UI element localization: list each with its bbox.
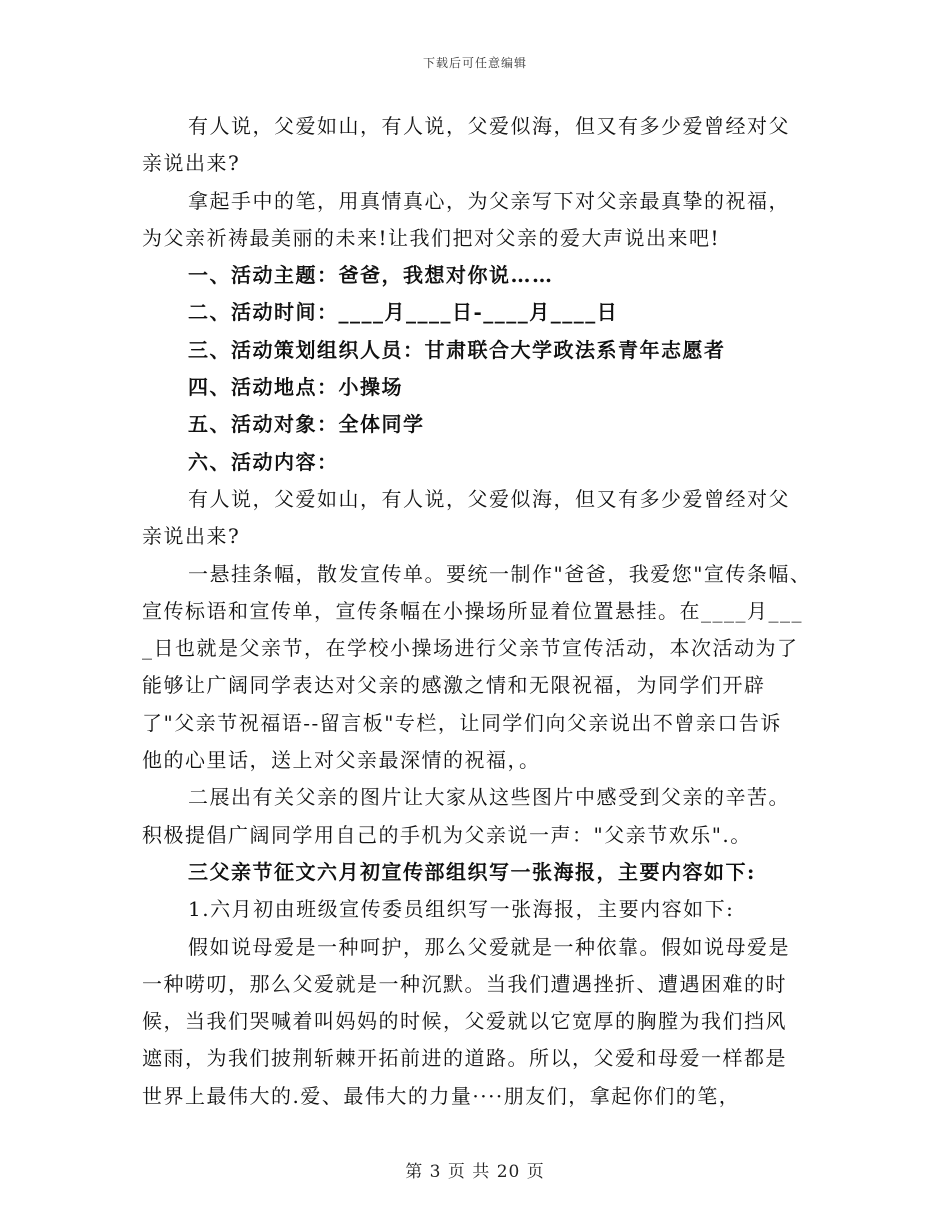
paragraph-line: 亲说出来?	[142, 151, 241, 176]
paragraph-line: 有人说，父爱如山，有人说，父爱似海，但又有多少爱曾经对父	[188, 114, 790, 138]
heading-line: 二、活动时间：____月____日-____月____日	[188, 300, 619, 325]
paragraph-line: 假如说母爱是一种呵护，那么父爱就是一种依靠。假如说母爱是	[188, 934, 790, 959]
heading-line: 三父亲节征文六月初宣传部组织写一张海报，主要内容如下:	[188, 859, 756, 884]
paragraph-line: 有人说，父爱如山，有人说，父爱似海，但又有多少爱曾经对父	[188, 486, 790, 511]
paragraph-line: 世界上最伟大的.爱、最伟大的力量····朋友们，拿起你们的笔，	[142, 1083, 741, 1108]
heading-line: 四、活动地点：小操场	[188, 375, 403, 400]
paragraph-line: 宣传标语和宣传单，宣传条幅在小操场所显着位置悬挂。在____月___	[142, 598, 803, 623]
heading-line: 六、活动内容：	[188, 449, 339, 474]
paragraph-line: 了"父亲节祝福语--留言板"专栏，让同学们向父亲说出不曾亲口告诉	[142, 710, 782, 735]
paragraph-line: _日也就是父亲节，在学校小操场进行父亲节宣传活动，本次活动为了	[142, 636, 799, 661]
paragraph-line: 一种唠叨，那么父爱就是一种沉默。当我们遭遇挫折、遭遇困难的时	[142, 971, 787, 996]
heading-line: 三、活动策划组织人员：甘肃联合大学政法系青年志愿者	[188, 337, 726, 362]
paragraph-line: 遮雨，为我们披荆斩棘开拓前进的道路。所以，父爱和母爱一样都是	[142, 1046, 787, 1071]
heading-line: 一、活动主题：爸爸，我想对你说……	[188, 263, 554, 288]
paragraph-line: 亲说出来?	[142, 524, 241, 549]
paragraph-line: 他的心里话，送上对父亲最深情的祝福，。	[142, 748, 541, 773]
paragraph-line: 拿起手中的笔，用真情真心，为父亲写下对父亲最真挚的祝福，	[188, 188, 790, 213]
paragraph-line: 积极提倡广阔同学用自己的手机为父亲说一声："父亲节欢乐".。	[142, 822, 752, 847]
paragraph-line: 1.六月初由班级宣传委员组织写一张海报，主要内容如下:	[188, 897, 735, 922]
page-number-footer: 第 3 页 共 20 页	[405, 1162, 545, 1182]
document-body	[142, 108, 814, 1115]
paragraph-line: 能够让广阔同学表达对父亲的感激之情和无限祝福，为同学们开辟	[142, 673, 766, 698]
paragraph-line: 候，当我们哭喊着叫妈妈的时候，父爱就以它宽厚的胸膛为我们挡风	[142, 1009, 787, 1034]
paragraph-line: 二展出有关父亲的图片让大家从这些图片中感受到父亲的辛苦。	[188, 785, 790, 810]
page-header: 下载后可任意编辑	[422, 56, 527, 70]
paragraph-line: 一悬挂条幅，散发宣传单。要统一制作"爸爸，我爱您"宣传条幅、	[188, 561, 812, 586]
paragraph-line: 为父亲祈祷最美丽的未来!让我们把对父亲的爱大声说出来吧!	[142, 225, 721, 250]
heading-line: 五、活动对象：全体同学	[188, 412, 425, 437]
